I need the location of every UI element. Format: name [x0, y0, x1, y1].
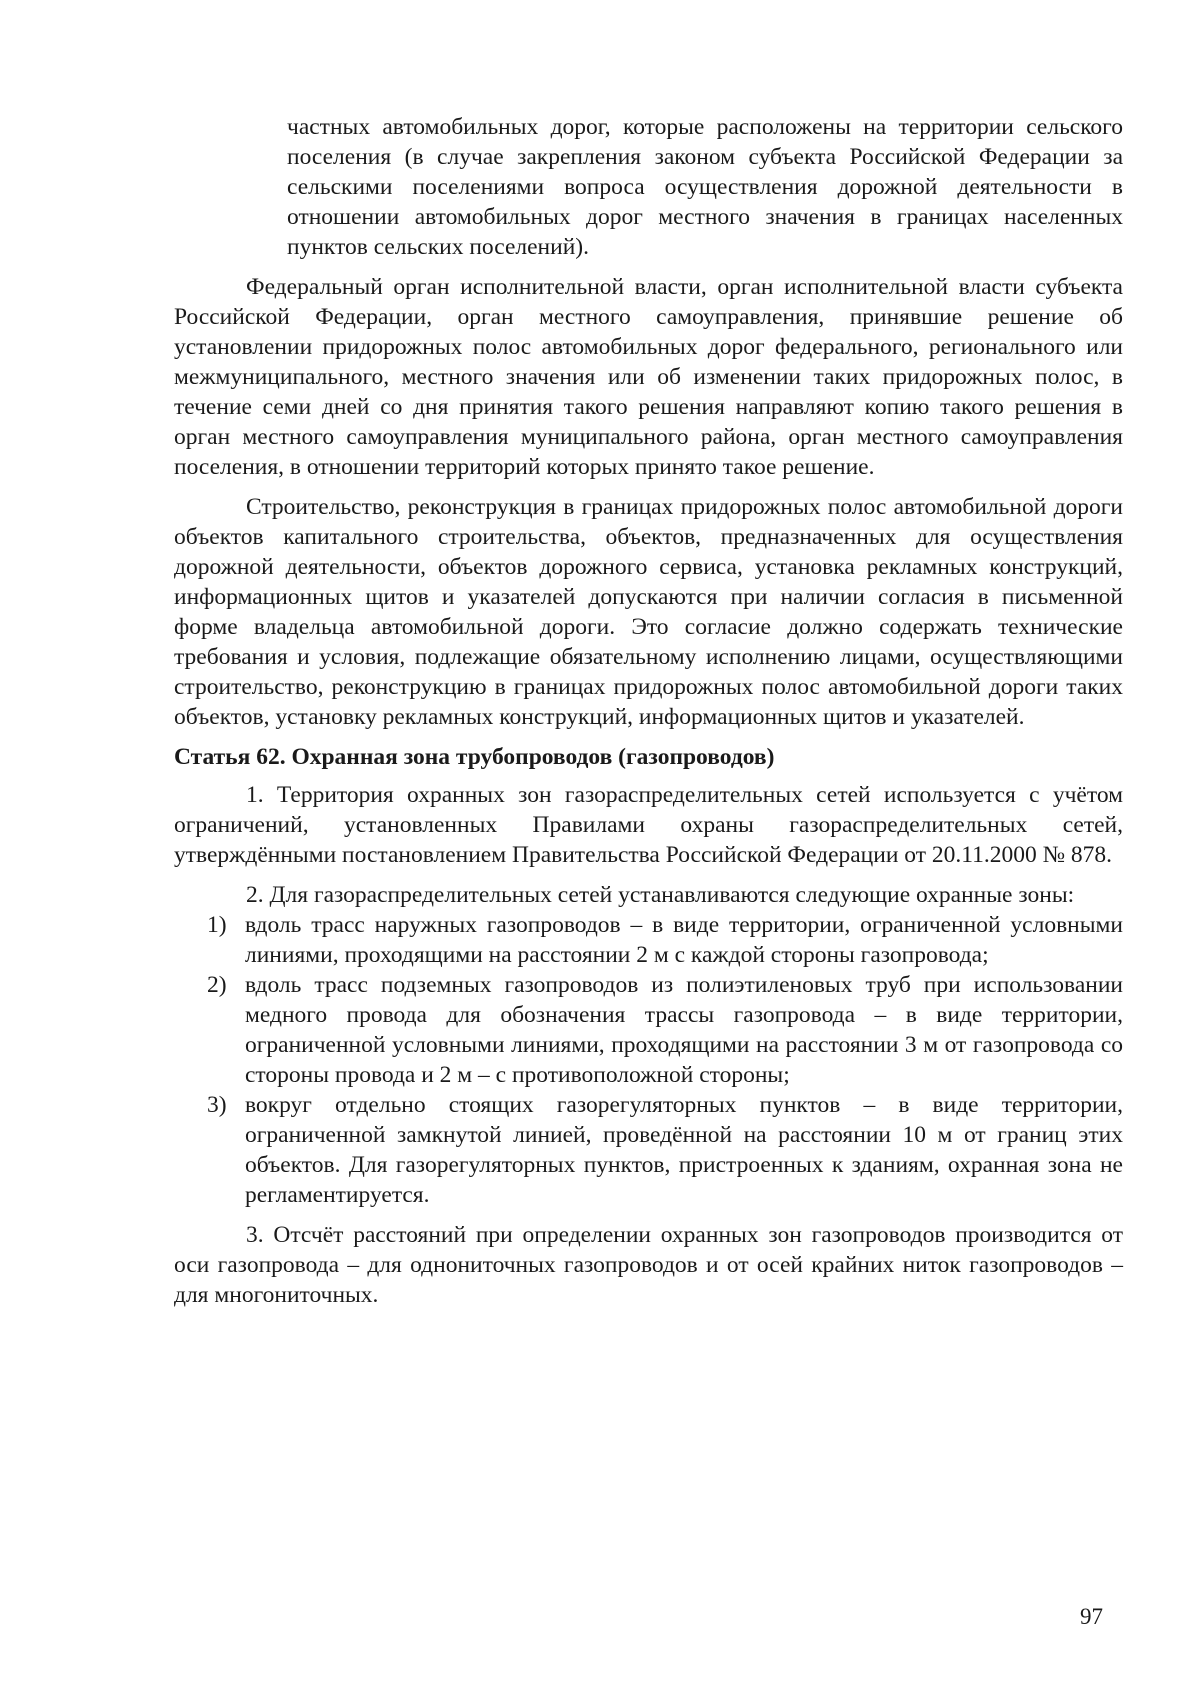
- list-item-number: 1): [207, 912, 227, 938]
- list-item: [174, 1090, 1123, 1210]
- paragraph-road-decision: Федеральный орган исполнительной власти, орган исполнительной власти субъекта Российской Федерации, орган местного самоуправления, принявшие решение об установлении придорожных полос автомобильных дорог федерального, регионального или межмуниципального, местного значения или об изменении таких придорожных полос, в течение семи дней со дня принятия такого решения направляют копию такого решения в орган местного самоуправления муниципального района, орган местного самоуправления поселения, в отношении территорий которых принято такое решение.: [174, 274, 1123, 480]
- list-item-number: 2): [207, 972, 227, 998]
- list-item: [174, 970, 1123, 1090]
- page-number: 97: [1080, 1604, 1103, 1629]
- list-item-text: вокруг отдельно стоящих газорегуляторных пунктов – в виде территории, ограниченной замкнутой линией, проведённой на расстоянии 10 м от границ этих объектов. Для газорегуляторных пунктов, пристроенных к зданиям, охранная зона не регламентируется.: [245, 1092, 1123, 1208]
- paragraph-construction-consent: Строительство, реконструкция в границах придорожных полос автомобильной дороги объектов капитального строительства, объектов, предназначенных для осуществления дорожной деятельности, объектов дорожного сервиса, установка рекламных конструкций, информационных щитов и указателей допускаются при наличии согласия в письменной форме владельца автомобильной дороги. Это согласие должно содержать технические требования и условия, подлежащие обязательному исполнению лицами, осуществляющими строительство, реконструкцию в границах придорожных полос автомобильной дороги таких объектов, установку рекламных конструкций, информационных щитов и указателей.: [174, 494, 1123, 730]
- list-item-text: вдоль трасс наружных газопроводов – в виде территории, ограниченной условными линиями, проходящими на расстоянии 2 м с каждой стороны газопровода;: [245, 912, 1123, 968]
- list-item-text: вдоль трасс подземных газопроводов из полиэтиленовых труб при использовании медного провода для обозначения трассы газопровода – в виде территории, ограниченной условными линиями, проходящими на расстоянии 3 м от газопровода со стороны провода и 2 м – с противоположной стороны;: [245, 972, 1123, 1088]
- article-paragraph-3: 3. Отсчёт расстояний при определении охранных зон газопроводов производится от оси газопровода – для однониточных газопроводов и от осей крайних ниток газопроводов – для многониточных.: [174, 1222, 1123, 1308]
- continuation-paragraph: частных автомобильных дорог, которые расположены на территории сельского поселения (в случае закрепления законом субъекта Российской Федерации за сельскими поселениями вопроса осуществления дорожной деятельности в отношении автомобильных дорог местного значения в границах населенных пунктов сельских поселений).: [287, 114, 1123, 260]
- article-paragraph-2: 2. Для газораспределительных сетей устанавливаются следующие охранные зоны:: [246, 882, 1075, 908]
- document-page: [174, 112, 1123, 1320]
- list-item-number: 3): [207, 1092, 227, 1118]
- list-item: [174, 910, 1123, 970]
- protection-zone-list: [174, 910, 1123, 1210]
- article-paragraph-1: 1. Территория охранных зон газораспределительных сетей используется с учётом ограничений, установленных Правилами охраны газораспределительных сетей, утверждёнными постановлением Правительства Российской Федерации от 20.11.2000 № 878.: [174, 782, 1123, 868]
- article-heading: Статья 62. Охранная зона трубопроводов (газопроводов): [174, 744, 775, 770]
